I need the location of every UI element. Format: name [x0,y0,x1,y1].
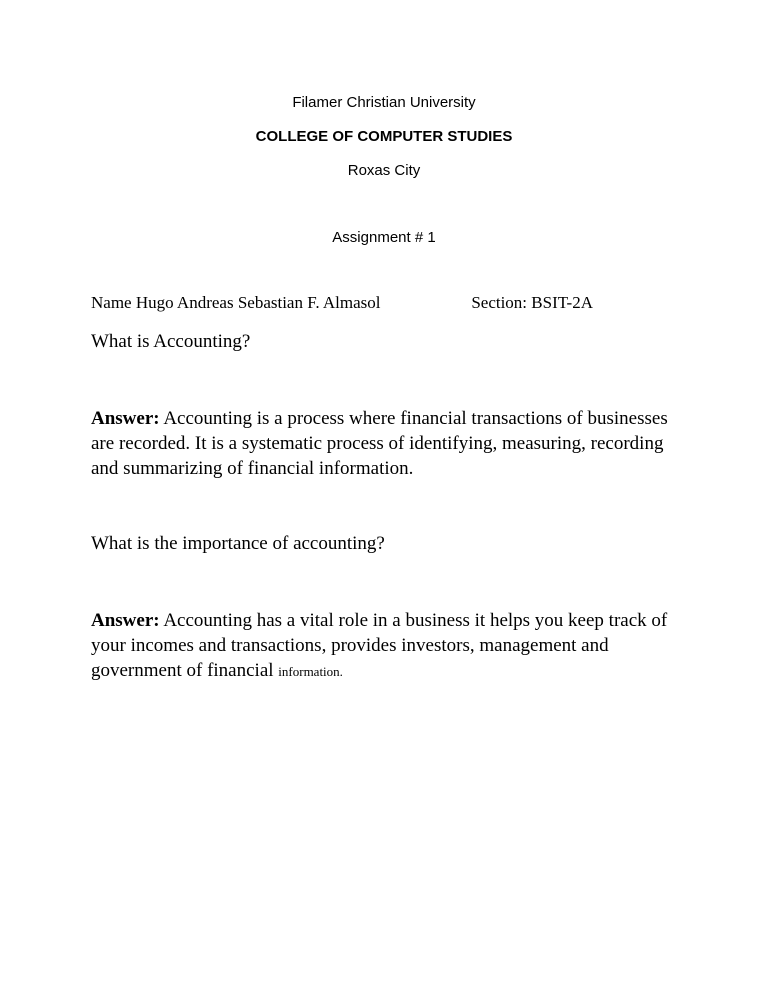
question-1: What is Accounting? [91,331,251,352]
answer-1-text: Accounting is a process where financial transactions of businesses are recorded. It is a systematic process of identifying, measuring, recording and summarizing of financial information. [91,408,668,479]
answer-2-text: Accounting has a vital role in a business it helps you keep track of your incomes and transactions, provides investors, management and government of financial [91,610,668,681]
college-name: COLLEGE OF COMPUTER STUDIES [255,128,513,145]
name-section-row [91,292,677,314]
question-2: What is the importance of accounting? [91,533,385,554]
section-label: Section: BSIT-2A [471,293,593,312]
answer-1 [91,406,677,481]
answer-2-label: Answer: [91,610,160,631]
answer-2 [91,608,677,684]
assignment-title: Assignment # 1 [332,229,436,246]
answer-2-small-text: information. [278,664,343,679]
city-name: Roxas City [347,162,421,179]
university-name: Filamer Christian University [292,94,476,111]
answer-1-label: Answer: [91,408,160,429]
student-name: Name Hugo Andreas Sebastian F. Almasol [91,293,381,312]
